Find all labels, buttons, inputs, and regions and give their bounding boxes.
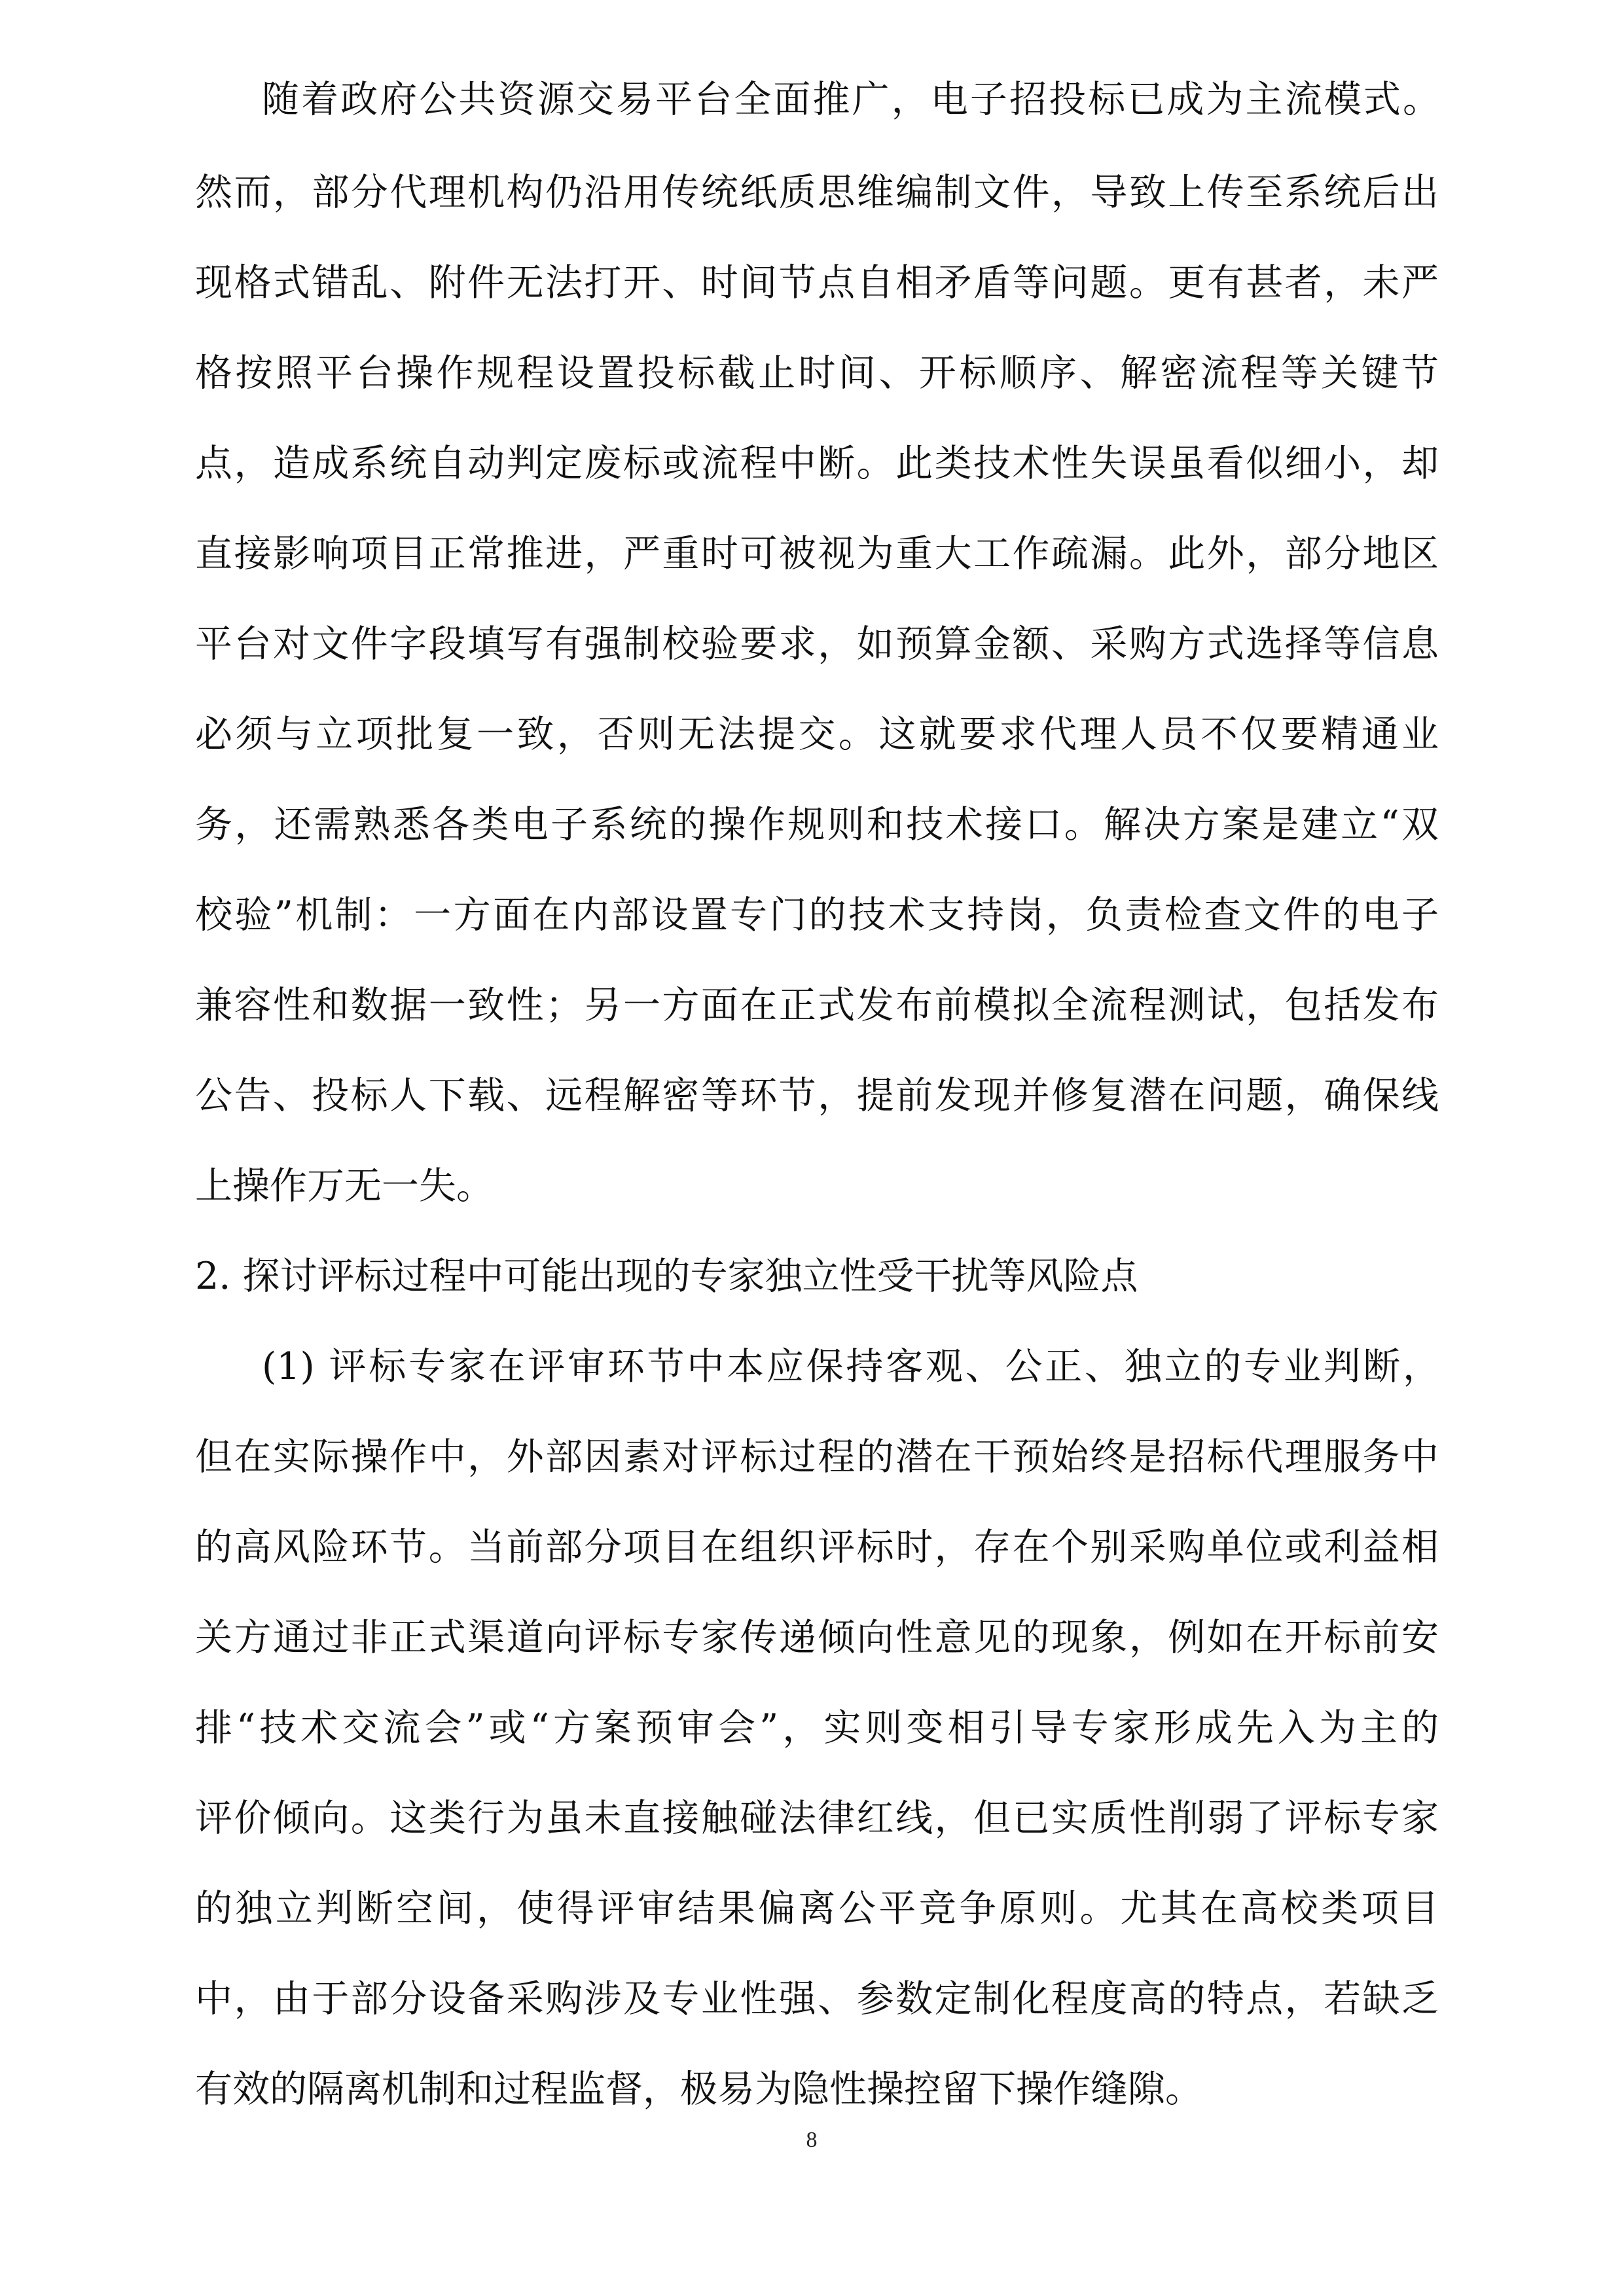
paragraph-line: 校验”机制：一方面在内部设置专门的技术支持岗，负责检查文件的电子 <box>195 893 1439 937</box>
section-heading: 2. 探讨评标过程中可能出现的专家独立性受干扰等风险点 <box>195 1255 1138 1298</box>
paragraph-line: 然而，部分代理机构仍沿用传统纸质思维编制文件，导致上传至系统后出 <box>195 171 1439 214</box>
paragraph-line: 排“技术交流会”或“方案预审会”，实则变相引导专家形成先入为主的 <box>195 1706 1439 1749</box>
paragraph-line: 有效的隔离机制和过程监督，极易为隐性操控留下操作缝隙。 <box>195 2068 1202 2111</box>
paragraph-line: 平台对文件字段填写有强制校验要求，如预算金额、采购方式选择等信息 <box>195 622 1439 666</box>
paragraph-line: 上操作万无一失。 <box>195 1164 494 1208</box>
page-number: 8 <box>806 2128 818 2152</box>
paragraph-line: 现格式错乱、附件无法打开、时间节点自相矛盾等问题。更有甚者，未严 <box>195 261 1439 304</box>
paragraph-line: (1) 评标专家在评审环节中本应保持客观、公正、独立的专业判断， <box>262 1345 1440 1388</box>
paragraph-line: 评价倾向。这类行为虽未直接触碰法律红线，但已实质性削弱了评标专家 <box>195 1797 1439 1840</box>
paragraph-line: 中，由于部分设备采购涉及专业性强、参数定制化程度高的特点，若缺乏 <box>195 1977 1439 2020</box>
paragraph-line: 直接影响项目正常推进，严重时可被视为重大工作疏漏。此外，部分地区 <box>195 532 1439 575</box>
paragraph-line: 关方通过非正式渠道向评标专家传递倾向性意见的现象，例如在开标前安 <box>195 1616 1439 1659</box>
paragraph-line: 格按照平台操作规程设置投标截止时间、开标顺序、解密流程等关键节 <box>195 351 1439 395</box>
paragraph-line: 随着政府公共资源交易平台全面推广，电子招投标已成为主流模式。 <box>262 78 1440 121</box>
paragraph-line: 务，还需熟悉各类电子系统的操作规则和技术接口。解决方案是建立“双 <box>195 803 1439 846</box>
paragraph-line: 点，造成系统自动判定废标或流程中断。此类技术性失误虽看似细小，却 <box>195 442 1439 485</box>
paragraph-line: 的独立判断空间，使得评审结果偏离公平竞争原则。尤其在高校类项目 <box>195 1887 1439 1930</box>
paragraph-line: 的高风险环节。当前部分项目在组织评标时，存在个别采购单位或利益相 <box>195 1526 1439 1569</box>
paragraph-line: 必须与立项批复一致，否则无法提交。这就要求代理人员不仅要精通业 <box>195 713 1439 756</box>
paragraph-line: 兼容性和数据一致性；另一方面在正式发布前模拟全流程测试，包括发布 <box>195 984 1439 1027</box>
paragraph-line: 但在实际操作中，外部因素对评标过程的潜在干预始终是招标代理服务中 <box>195 1435 1439 1479</box>
paragraph-line: 公告、投标人下载、远程解密等环节，提前发现并修复潜在问题，确保线 <box>195 1074 1439 1117</box>
